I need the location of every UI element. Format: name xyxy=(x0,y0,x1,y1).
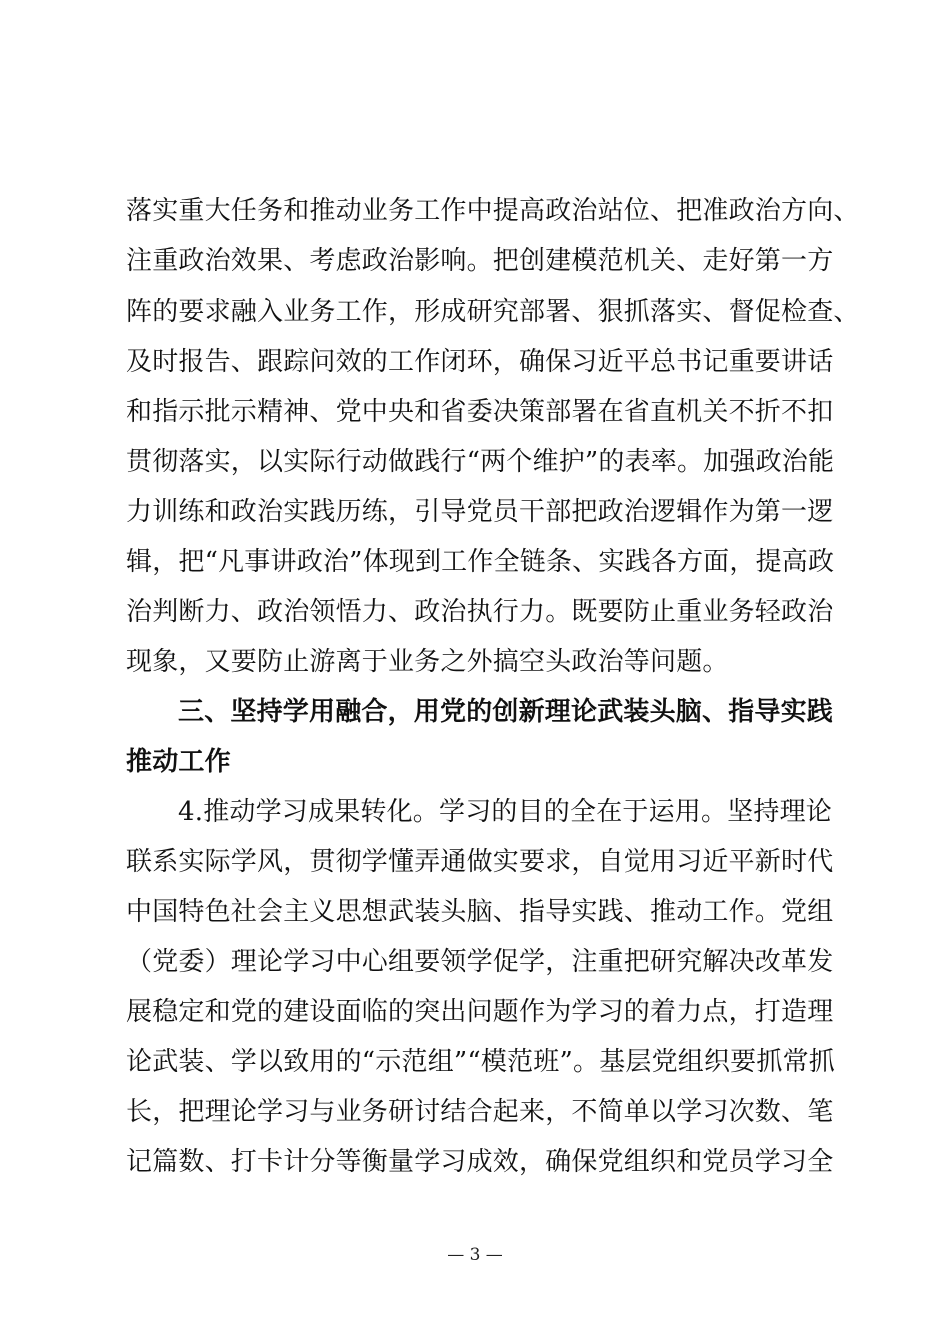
paragraph-1-line-7: 力训练和政治实践历练，引导党员干部把政治逻辑作为第一逻 xyxy=(126,497,834,527)
paragraph-2-line-5: 展稳定和党的建设面临的突出问题作为学习的着力点，打造理 xyxy=(126,997,834,1027)
paragraph-1-line-1: 落实重大任务和推动业务工作中提高政治站位、把准政治方向、 xyxy=(126,196,860,226)
paragraph-2-line-6: 论武装、学以致用的“示范组”“模范班”。基层党组织要抓常抓 xyxy=(126,1047,835,1077)
paragraph-2-line-2: 联系实际学风，贯彻学懂弄通做实要求，自觉用习近平新时代 xyxy=(126,847,834,877)
paragraph-1-line-6: 贯彻落实，以实际行动做践行“两个维护”的表率。加强政治能 xyxy=(126,447,835,477)
section-heading-line-2: 推动工作 xyxy=(126,747,231,777)
paragraph-1-line-5: 和指示批示精神、党中央和省委决策部署在省直机关不折不扣 xyxy=(126,397,834,427)
paragraph-1-line-2: 注重政治效果、考虑政治影响。把创建模范机关、走好第一方 xyxy=(126,246,834,276)
paragraph-2-line-3: 中国特色社会主义思想武装头脑、指导实践、推动工作。党组 xyxy=(126,897,834,927)
page-number: — 3 — xyxy=(447,1245,503,1265)
paragraph-2-line-4: （党委）理论学习中心组要领学促学，注重把研究解决改革发 xyxy=(126,947,834,977)
paragraph-2-line-7: 长，把理论学习与业务研讨结合起来，不简单以学习次数、笔 xyxy=(126,1097,834,1127)
section-heading-line-1: 三、坚持学用融合，用党的创新理论武装头脑、指导实践 xyxy=(178,697,834,727)
paragraph-1-line-8: 辑，把“凡事讲政治”体现到工作全链条、实践各方面，提高政 xyxy=(126,547,835,577)
paragraph-1-line-9: 治判断力、政治领悟力、政治执行力。既要防止重业务轻政治 xyxy=(126,597,834,627)
paragraph-2-line-1: 4.推动学习成果转化。学习的目的全在于运用。坚持理论 xyxy=(178,797,833,827)
paragraph-1-line-3: 阵的要求融入业务工作，形成研究部署、狠抓落实、督促检查、 xyxy=(126,297,860,327)
paragraph-1-line-4: 及时报告、跟踪问效的工作闭环，确保习近平总书记重要讲话 xyxy=(126,347,834,377)
paragraph-2-line-8: 记篇数、打卡计分等衡量学习成效，确保党组织和党员学习全 xyxy=(126,1147,834,1177)
paragraph-1-line-10: 现象，又要防止游离于业务之外搞空头政治等问题。 xyxy=(126,647,729,677)
